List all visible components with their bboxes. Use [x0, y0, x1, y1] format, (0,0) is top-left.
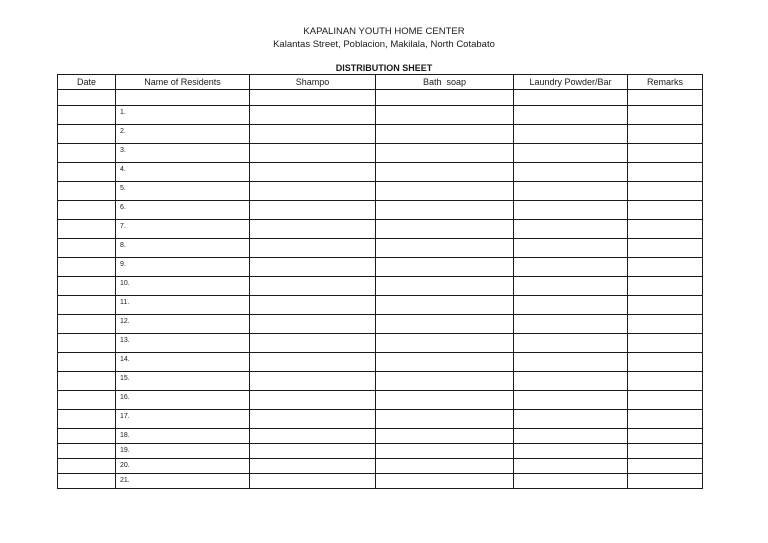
bath-soap-cell[interactable] — [376, 429, 514, 444]
row-number: 20. — [120, 462, 130, 469]
laundry-cell[interactable] — [514, 315, 628, 334]
blank-row — [58, 90, 703, 106]
remarks-cell[interactable] — [628, 334, 703, 353]
row-number: 21. — [120, 477, 130, 484]
remarks-cell[interactable] — [628, 296, 703, 315]
row-number: 11. — [120, 299, 130, 306]
name-cell[interactable] — [116, 296, 250, 315]
remarks-cell[interactable] — [628, 391, 703, 410]
shampo-cell[interactable] — [250, 474, 376, 489]
row-number: 5. — [120, 185, 126, 192]
laundry-cell[interactable] — [514, 410, 628, 429]
remarks-cell[interactable] — [628, 474, 703, 489]
row-number: 14. — [120, 356, 130, 363]
laundry-cell[interactable] — [514, 106, 628, 125]
remarks-cell[interactable] — [628, 258, 703, 277]
date-cell[interactable] — [58, 201, 116, 220]
row-number: 2. — [120, 128, 126, 135]
table-row — [58, 334, 703, 353]
table-row — [58, 429, 703, 444]
name-cell[interactable] — [116, 444, 250, 459]
bath-soap-cell[interactable] — [376, 90, 514, 106]
date-cell[interactable] — [58, 90, 116, 106]
remarks-cell[interactable] — [628, 410, 703, 429]
name-cell[interactable] — [116, 182, 250, 201]
name-cell[interactable] — [116, 144, 250, 163]
date-cell[interactable] — [58, 459, 116, 474]
remarks-cell[interactable] — [628, 220, 703, 239]
remarks-cell[interactable] — [628, 163, 703, 182]
shampo-cell[interactable] — [250, 429, 376, 444]
laundry-cell[interactable] — [514, 372, 628, 391]
bath-soap-cell[interactable] — [376, 334, 514, 353]
row-number: 15. — [120, 375, 130, 382]
name-cell[interactable] — [116, 459, 250, 474]
bath-soap-cell[interactable] — [376, 296, 514, 315]
date-cell[interactable] — [58, 334, 116, 353]
row-number: 8. — [120, 242, 126, 249]
bath-soap-cell[interactable] — [376, 410, 514, 429]
laundry-cell[interactable] — [514, 277, 628, 296]
shampo-cell[interactable] — [250, 410, 376, 429]
table-row — [58, 258, 703, 277]
name-cell[interactable] — [116, 391, 250, 410]
shampo-cell[interactable] — [250, 106, 376, 125]
table-row — [58, 353, 703, 372]
remarks-cell[interactable] — [628, 459, 703, 474]
date-cell[interactable] — [58, 277, 116, 296]
table-row — [58, 315, 703, 334]
row-number: 10. — [120, 280, 130, 287]
table-row — [58, 201, 703, 220]
date-cell[interactable] — [58, 474, 116, 489]
shampo-cell[interactable] — [250, 220, 376, 239]
org-name: KAPALINAN YOUTH HOME CENTER — [303, 26, 465, 37]
date-cell[interactable] — [58, 182, 116, 201]
bath-soap-cell[interactable] — [376, 459, 514, 474]
name-cell[interactable] — [116, 334, 250, 353]
laundry-cell[interactable] — [514, 429, 628, 444]
header-date: Date — [58, 75, 116, 90]
laundry-cell[interactable] — [514, 474, 628, 489]
bath-soap-cell[interactable] — [376, 144, 514, 163]
bath-soap-cell[interactable] — [376, 277, 514, 296]
laundry-cell[interactable] — [514, 220, 628, 239]
shampo-cell[interactable] — [250, 372, 376, 391]
date-cell[interactable] — [58, 144, 116, 163]
date-cell[interactable] — [58, 106, 116, 125]
row-number: 1. — [120, 109, 126, 116]
name-cell[interactable] — [116, 258, 250, 277]
row-number: 16. — [120, 394, 130, 401]
row-number: 9. — [120, 261, 126, 268]
name-cell[interactable] — [116, 163, 250, 182]
shampo-cell[interactable] — [250, 163, 376, 182]
shampo-cell[interactable] — [250, 334, 376, 353]
date-cell[interactable] — [58, 429, 116, 444]
table-row — [58, 474, 703, 489]
remarks-cell[interactable] — [628, 106, 703, 125]
laundry-cell[interactable] — [514, 125, 628, 144]
table-row — [58, 163, 703, 182]
bath-soap-cell[interactable] — [376, 353, 514, 372]
remarks-cell[interactable] — [628, 429, 703, 444]
bath-soap-cell[interactable] — [376, 474, 514, 489]
laundry-cell[interactable] — [514, 90, 628, 106]
remarks-cell[interactable] — [628, 201, 703, 220]
table-row — [58, 444, 703, 459]
date-cell[interactable] — [58, 258, 116, 277]
shampo-cell[interactable] — [250, 459, 376, 474]
name-cell[interactable] — [116, 353, 250, 372]
shampo-cell[interactable] — [250, 315, 376, 334]
remarks-cell[interactable] — [628, 277, 703, 296]
table-row — [58, 220, 703, 239]
table-row — [58, 459, 703, 474]
table-row — [58, 277, 703, 296]
shampo-cell[interactable] — [250, 258, 376, 277]
laundry-cell[interactable] — [514, 444, 628, 459]
name-cell[interactable] — [116, 90, 250, 106]
name-cell[interactable] — [116, 474, 250, 489]
header-name-of-residents: Name of Residents — [116, 75, 250, 90]
bath-soap-cell[interactable] — [376, 444, 514, 459]
shampo-cell[interactable] — [250, 125, 376, 144]
bath-soap-cell[interactable] — [376, 182, 514, 201]
laundry-cell[interactable] — [514, 239, 628, 258]
date-cell[interactable] — [58, 353, 116, 372]
date-cell[interactable] — [58, 410, 116, 429]
shampo-cell[interactable] — [250, 444, 376, 459]
bath-soap-cell[interactable] — [376, 106, 514, 125]
table-row — [58, 106, 703, 125]
bath-soap-cell[interactable] — [376, 220, 514, 239]
table-row — [58, 182, 703, 201]
shampo-cell[interactable] — [250, 296, 376, 315]
laundry-cell[interactable] — [514, 334, 628, 353]
laundry-cell[interactable] — [514, 296, 628, 315]
shampo-cell[interactable] — [250, 201, 376, 220]
header-remarks: Remarks — [628, 75, 703, 90]
bath-soap-cell[interactable] — [376, 372, 514, 391]
row-number: 18. — [120, 432, 130, 439]
date-cell[interactable] — [58, 163, 116, 182]
remarks-cell[interactable] — [628, 444, 703, 459]
row-number: 4. — [120, 166, 126, 173]
date-cell[interactable] — [58, 220, 116, 239]
header-row — [58, 75, 703, 90]
remarks-cell[interactable] — [628, 90, 703, 106]
row-number: 7. — [120, 223, 126, 230]
date-cell[interactable] — [58, 315, 116, 334]
table-row — [58, 372, 703, 391]
table-row — [58, 125, 703, 144]
name-cell[interactable] — [116, 372, 250, 391]
bath-soap-cell[interactable] — [376, 163, 514, 182]
table-row — [58, 391, 703, 410]
row-number: 19. — [120, 447, 130, 454]
sheet-title: DISTRIBUTION SHEET — [335, 63, 433, 73]
shampo-cell[interactable] — [250, 277, 376, 296]
laundry-cell[interactable] — [514, 182, 628, 201]
shampo-cell[interactable] — [250, 239, 376, 258]
org-address: Kalantas Street, Poblacion, Makilala, North Cotabato — [273, 39, 495, 50]
bath-soap-cell[interactable] — [376, 258, 514, 277]
remarks-cell[interactable] — [628, 315, 703, 334]
date-cell[interactable] — [58, 391, 116, 410]
row-number: 3. — [120, 147, 126, 154]
name-cell[interactable] — [116, 410, 250, 429]
bath-soap-cell[interactable] — [376, 201, 514, 220]
shampo-cell[interactable] — [250, 144, 376, 163]
date-cell[interactable] — [58, 125, 116, 144]
table-row — [58, 144, 703, 163]
table-row — [58, 410, 703, 429]
table-row — [58, 296, 703, 315]
name-cell[interactable] — [116, 315, 250, 334]
row-number: 17. — [120, 413, 130, 420]
name-cell[interactable] — [116, 429, 250, 444]
name-cell[interactable] — [116, 201, 250, 220]
shampo-cell[interactable] — [250, 182, 376, 201]
shampo-cell[interactable] — [250, 391, 376, 410]
laundry-cell[interactable] — [514, 163, 628, 182]
row-number: 13. — [120, 337, 130, 344]
bath-soap-cell[interactable] — [376, 391, 514, 410]
name-cell[interactable] — [116, 106, 250, 125]
bath-soap-cell[interactable] — [376, 315, 514, 334]
date-cell[interactable] — [58, 372, 116, 391]
bath-soap-cell[interactable] — [376, 125, 514, 144]
name-cell[interactable] — [116, 125, 250, 144]
shampo-cell[interactable] — [250, 353, 376, 372]
remarks-cell[interactable] — [628, 182, 703, 201]
header-laundry-powder-bar: Laundry Powder/Bar — [514, 75, 628, 90]
header-shampo: Shampo — [250, 75, 376, 90]
date-cell[interactable] — [58, 444, 116, 459]
laundry-cell[interactable] — [514, 144, 628, 163]
remarks-cell[interactable] — [628, 353, 703, 372]
shampo-cell[interactable] — [250, 90, 376, 106]
date-cell[interactable] — [58, 239, 116, 258]
laundry-cell[interactable] — [514, 391, 628, 410]
laundry-cell[interactable] — [514, 201, 628, 220]
distribution-table — [57, 74, 703, 489]
row-number: 6. — [120, 204, 126, 211]
remarks-cell[interactable] — [628, 144, 703, 163]
name-cell[interactable] — [116, 239, 250, 258]
laundry-cell[interactable] — [514, 258, 628, 277]
table-row — [58, 239, 703, 258]
header-bath-soap: Bath soap — [376, 75, 514, 90]
laundry-cell[interactable] — [514, 353, 628, 372]
name-cell[interactable] — [116, 220, 250, 239]
remarks-cell[interactable] — [628, 125, 703, 144]
bath-soap-cell[interactable] — [376, 239, 514, 258]
date-cell[interactable] — [58, 296, 116, 315]
remarks-cell[interactable] — [628, 372, 703, 391]
name-cell[interactable] — [116, 277, 250, 296]
laundry-cell[interactable] — [514, 459, 628, 474]
row-number: 12. — [120, 318, 130, 325]
remarks-cell[interactable] — [628, 239, 703, 258]
